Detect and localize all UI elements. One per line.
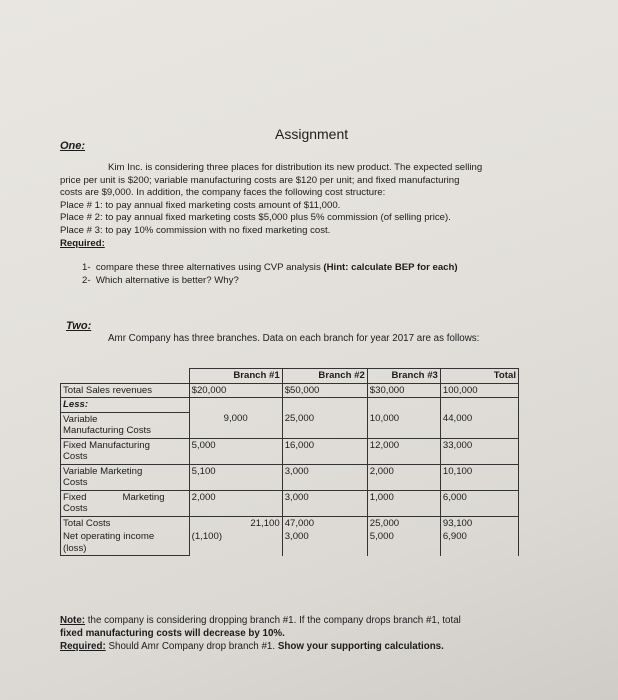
table-cell: 44,000	[440, 412, 518, 438]
table-cell: (1,100)	[189, 530, 282, 556]
table-cell: $50,000	[282, 383, 367, 398]
table-header-cell: Total	[440, 369, 518, 384]
table-cell: 2,000	[189, 490, 282, 516]
row-label: Less:	[61, 398, 190, 413]
row-label: Variable Marketing Costs	[61, 464, 190, 490]
table-cell: 3,000	[282, 490, 367, 516]
part-one-line: Place # 3: to pay 10% commission with no fixed marketing cost.	[60, 224, 331, 236]
part-one-line: price per unit is $200; variable manufacturing costs are $120 per unit; and fixed manufacturing	[60, 174, 460, 186]
table-cell: 6,900	[440, 530, 518, 556]
part-one-line: Place # 1: to pay annual fixed marketing costs amount of $11,000.	[60, 199, 341, 211]
table-cell: 25,000	[367, 516, 440, 530]
part-one-item-2	[82, 275, 239, 286]
table-cell: 93,100	[440, 516, 518, 530]
table-cell: 100,000	[440, 383, 518, 398]
required-text: Should Amr Company drop branch #1.	[105, 641, 278, 652]
table-cell: 1,000	[367, 490, 440, 516]
table-cell: 2,000	[367, 464, 440, 490]
required-bold-text: Show your supporting calculations.	[277, 641, 444, 652]
part-one-text	[60, 162, 600, 250]
table-cell: 9,000	[189, 412, 282, 438]
part-two-note	[60, 614, 605, 653]
part-two-intro: Amr Company has three branches. Data on each branch for year 2017 are as follows:	[108, 333, 480, 344]
note-label: Note:	[60, 615, 86, 626]
item-hint: (Hint: calculate BEP for each)	[323, 262, 458, 273]
row-label: Net operating income (loss)	[61, 530, 190, 556]
row-label: Total Costs	[61, 516, 190, 530]
table-cell: 10,000	[367, 412, 440, 438]
row-label: Total Sales revenues	[61, 383, 190, 398]
table-cell: 12,000	[367, 438, 440, 464]
table-row	[61, 530, 519, 556]
table-cell: 47,000	[282, 516, 367, 530]
part-one-label: One:	[60, 140, 86, 152]
row-label: Variable Manufacturing Costs	[61, 412, 190, 438]
table-header-cell: Branch #1	[189, 369, 282, 384]
table-cell: 3,000	[282, 464, 367, 490]
table-cell: 25,000	[282, 412, 367, 438]
table-row	[61, 412, 519, 438]
table-cell: $30,000	[367, 383, 440, 398]
part-one-item-1	[82, 262, 458, 273]
part-two-label: Two:	[66, 320, 92, 332]
item-number: 1-	[82, 262, 91, 273]
table-header-row	[61, 369, 519, 384]
table-cell: $20,000	[189, 383, 282, 398]
item-text: Which alternative is better? Why?	[95, 275, 239, 286]
table-cell: 3,000	[282, 530, 367, 556]
table-cell: 6,000	[440, 490, 518, 516]
table-header-cell: Branch #2	[282, 369, 367, 384]
table-row	[61, 438, 519, 464]
item-text: compare these three alternatives using CVP analysis	[95, 262, 324, 273]
part-one-line: Kim Inc. is considering three places for distribution its new product. The expected selling	[108, 162, 483, 173]
page-title: Assignment	[275, 126, 349, 142]
table-header-cell: Branch #3	[367, 369, 440, 384]
table-cell: 21,100	[189, 516, 282, 530]
table-cell: 5,000	[367, 530, 440, 556]
part-one-line: costs are $9,000. In addition, the company faces the following cost structure:	[60, 187, 386, 199]
table-cell: 5,000	[189, 438, 282, 464]
table-row	[61, 490, 519, 516]
table-row	[61, 398, 519, 413]
note-text-2: fixed manufacturing costs will decrease by 10%.	[60, 628, 285, 639]
row-label: Fixed Marketing Costs	[61, 490, 190, 516]
table-cell: 16,000	[282, 438, 367, 464]
row-label: Fixed Manufacturing Costs	[61, 438, 190, 464]
part-one-required-label: Required:	[60, 237, 105, 249]
note-text: the company is considering dropping branch #1. If the company drops branch #1, total	[85, 615, 461, 626]
table-cell: 10,100	[440, 464, 518, 490]
table-row	[61, 464, 519, 490]
table-cell: 5,100	[189, 464, 282, 490]
table-row	[61, 383, 519, 398]
branch-data-table	[60, 368, 519, 556]
part-two-required-label: Required:	[60, 641, 106, 652]
item-number: 2-	[82, 275, 91, 286]
table-header-cell	[61, 369, 190, 384]
table-cell: 33,000	[440, 438, 518, 464]
part-one-line: Place # 2: to pay annual fixed marketing costs $5,000 plus 5% commission (of selling price).	[60, 212, 451, 224]
table-row	[61, 516, 519, 530]
